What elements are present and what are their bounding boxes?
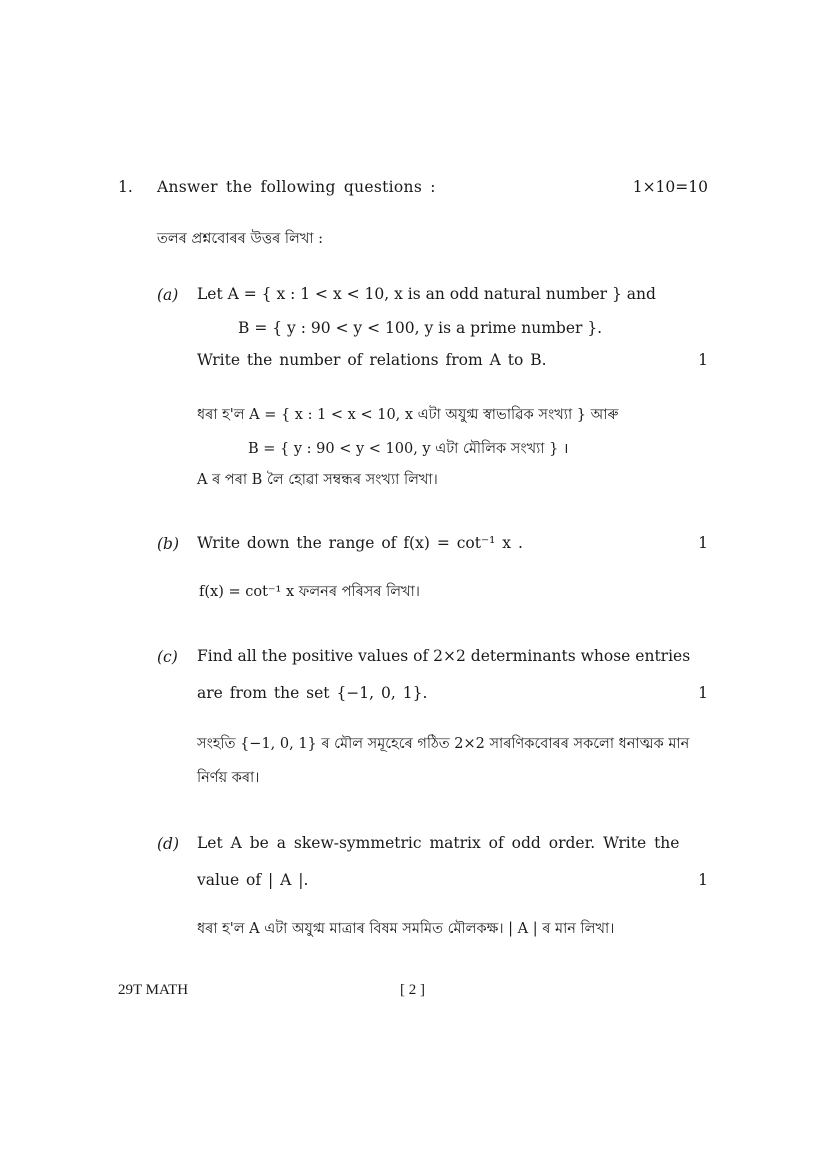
question-heading: Answer the following questions :	[157, 178, 436, 196]
question-heading-assamese: তলৰ প্ৰশ্নবোৰৰ উত্তৰ লিখা :	[157, 231, 324, 247]
part-d-line-2: value of | A |.	[197, 871, 309, 889]
part-label: (c)	[157, 648, 178, 666]
part-a-assamese-3: A ৰ পৰা B লৈ হোৱা সম্বন্ধৰ সংখ্যা লিখা।	[197, 472, 438, 488]
part-c-assamese-2: নিৰ্ণয় কৰা।	[197, 770, 260, 786]
part-c-line-1: Find all the positive values of 2×2 determinants whose entries	[197, 647, 691, 665]
part-a-assamese-2: B = { y : 90 < y < 100, y এটা মৌলিক সংখ্যা } ।	[248, 441, 569, 457]
part-a-line-1: Let A = { x : 1 < x < 10, x is an odd natural number } and	[197, 285, 656, 303]
part-a-line-3: Write the number of relations from A to B.	[197, 351, 547, 369]
part-label: (a)	[157, 286, 179, 304]
part-d-assamese-1: ধৰা হ'ল A এটা অযুগ্ম মাত্ৰাৰ বিষম সমমিত মৌলকক্ষ। | A | ৰ মান লিখা।	[197, 921, 615, 937]
marks: 1	[698, 351, 708, 369]
question-number: 1.	[118, 178, 133, 196]
part-c-assamese-1: সংহতি {−1, 0, 1} ৰ মৌল সমূহেৰে গঠিত 2×2 সাৰণিকবোৰৰ সকলো ধনাত্মক মান	[197, 736, 690, 752]
part-c-line-2: are from the set {−1, 0, 1}.	[197, 684, 428, 702]
part-d-line-1: Let A be a skew-symmetric matrix of odd order. Write the	[197, 834, 680, 852]
part-label: (d)	[157, 835, 180, 853]
marks: 1	[698, 684, 708, 702]
part-b-line-1: Write down the range of f(x) = cot⁻¹ x .	[197, 534, 523, 552]
total-marks: 1×10=10	[632, 178, 708, 196]
marks: 1	[698, 534, 708, 552]
part-a-assamese-1: ধৰা হ'ল A = { x : 1 < x < 10, x এটা অযুগ্ম স্বাভাৱিক সংখ্যা } আৰু	[197, 407, 619, 423]
footer-paper-code: 29T MATH	[118, 982, 189, 998]
marks: 1	[698, 871, 708, 889]
part-b-assamese-1: f(x) = cot⁻¹ x ফলনৰ পৰিসৰ লিখা।	[199, 584, 420, 600]
footer-page-number: [ 2 ]	[400, 982, 425, 998]
part-label: (b)	[157, 535, 180, 553]
part-a-line-2: B = { y : 90 < y < 100, y is a prime number }.	[238, 319, 603, 337]
